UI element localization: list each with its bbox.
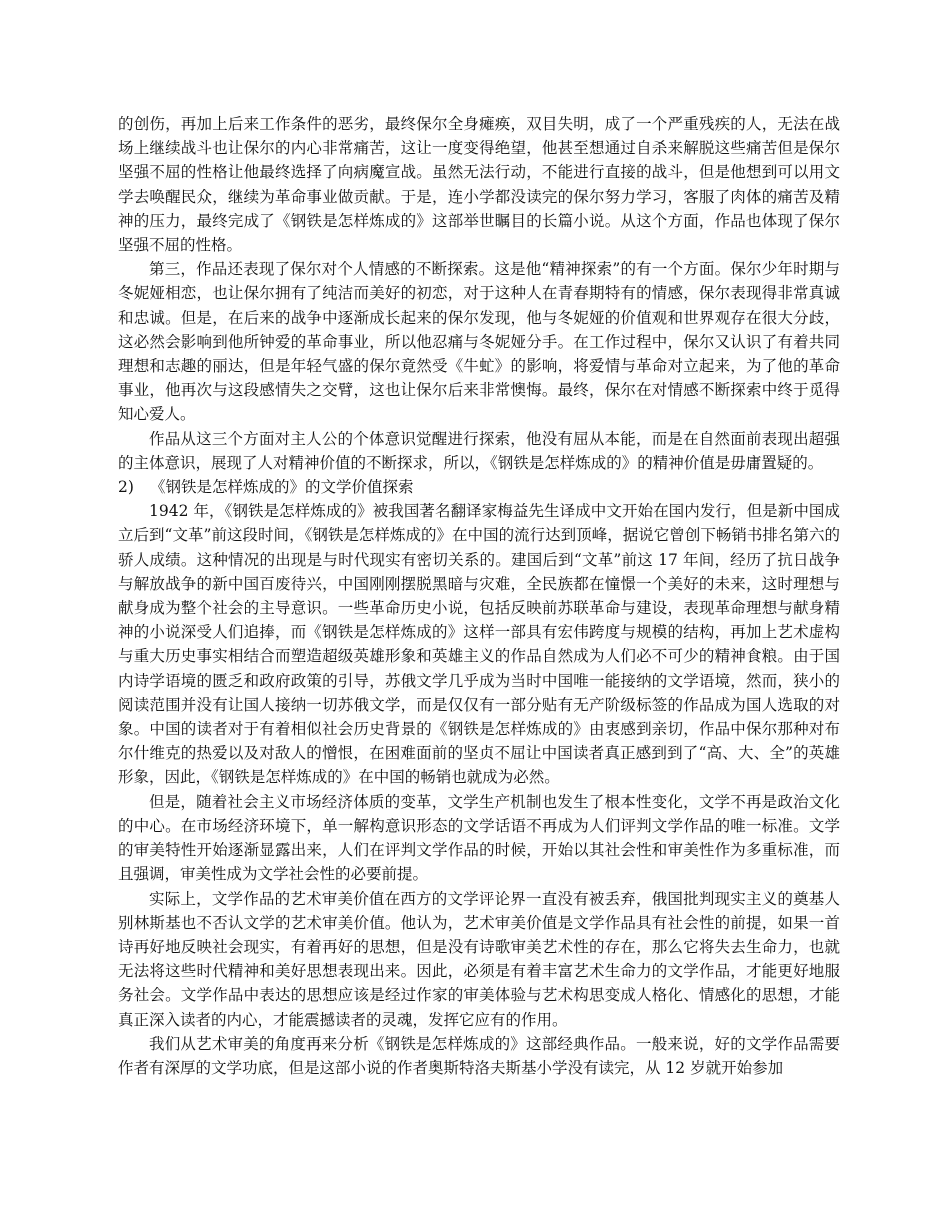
section-heading-number: 2) (118, 478, 134, 497)
paragraph-continued: 的创伤，再加上后来工作条件的恶劣，最终保尔全身瘫痪，双目失明，成了一个严重残疾的人，无法在战场上继续战斗也让保尔的内心非常痛苦，这让一度变得绝望，他甚至想通过自杀来解脱这些痛苦但是保尔坚强不屈的性格让他最终选择了向病魔宣战。虽然无法行动，不能进行直接的战斗，但是他想到可以用文学去唤醒民众，继续为革命事业做贡献。于是，连小学都没读完的保尔努力学习，客服了肉体的痛苦及精神的压力，最终完成了《钢铁是怎样炼成的》这部举世瞩目的长篇小说。从这个方面，作品也体现了保尔坚强不屈的性格。 (118, 115, 840, 255)
section-heading (118, 475, 840, 499)
paragraph-translation-history: 1942 年，《钢铁是怎样炼成的》被我国著名翻译家梅益先生译成中文开始在国内发行，但是新中国成立后到“文革”前这段时间，《钢铁是怎样炼成的》在中国的流行达到顶峰，据说它曾创下畅销书排名第六的骄人成绩。这种情况的出现是与时代现实有密切关系的。建国后到“文革”前这 17 年间，经历了抗日战争与解放战争的新中国百废待兴，中国刚刚摆脱黑暗与灾难，全民族都在憧憬一个美好的未来，这时理想与献身成为整个社会的主导意识。一些革命历史小说，包括反映前苏联革命与建设，表现革命理想与献身精神的小说深受人们追捧，而《钢铁是怎样炼成的》这样一部具有宏伟跨度与规模的结构，再加上艺术虚构与重大历史事实相结合而塑造超级英雄形象和英雄主义的作品自然成为人们必不可少的精神食粮。由于国内诗学语境的匮乏和政府政策的引导，苏俄文学几乎成为当时中国唯一能接纳的文学语境，然而，狭小的阅读范围并没有让国人接纳一切苏俄文学，而是仅仅有一部分贴有无产阶级标签的作品成为国人选取的对象。中国的读者对于有着相似社会历史背景的《钢铁是怎样炼成的》由衷感到亲切，作品中保尔那种对布尔什维克的热爱以及对敌人的憎恨，在困难面前的坚贞不屈让中国读者真正感到到了“高、大、全”的英雄形象，因此，《钢铁是怎样炼成的》在中国的畅销也就成为必然。 (118, 502, 840, 787)
paragraph-market-economy: 但是，随着社会主义市场经济体质的变革，文学生产机制也发生了根本性变化，文学不再是政治文化的中心。在市场经济环境下，单一解构意识形态的文学话语不再成为人们评判文学作品的唯一标准。文学的审美特性开始逐渐显露出来，人们在评判文学作品的时候，开始以其社会性和审美性作为多重标准，而且强调，审美性成为文学社会性的必要前提。 (118, 792, 840, 884)
document-page (118, 112, 840, 1080)
paragraph-summary: 作品从这三个方面对主人公的个体意识觉醒进行探索，他没有屈从本能，而是在自然面前表现出超强的主体意识，展现了人对精神价值的不断探求，所以，《钢铁是怎样炼成的》的精神价值是毋庸置疑的。 (118, 429, 840, 472)
section-heading-title: 《钢铁是怎样炼成的》的文学价值探索 (150, 478, 414, 497)
paragraph-emotional-exploration: 第三，作品还表现了保尔对个人情感的不断探索。这是他“精神探索”的有一个方面。保尔少年时期与冬妮娅相恋，也让保尔拥有了纯洁而美好的初恋，对于这种人在青春期特有的情感，保尔表现得非常真诚和忠诚。但是，在后来的战争中逐渐成长起来的保尔发现，他与冬妮娅的价值观和世界观存在很大分歧，这必然会影响到他所钟爱的革命事业，所以他忍痛与冬妮娅分手。在工作过程中，保尔又认识了有着共同理想和志趣的丽达，但是年轻气盛的保尔竟然受《牛虻》的影响，将爱情与革命对立起来，为了他的革命事业，他再次与这段感情失之交臂，这也让保尔后来非常懊悔。最终，保尔在对情感不断探索中终于觅得知心爱人。 (118, 260, 840, 424)
paragraph-analysis: 我们从艺术审美的角度再来分析《钢铁是怎样炼成的》这部经典作品。一般来说，好的文学作品需要作者有深厚的文学功底，但是这部小说的作者奥斯特洛夫斯基小学没有读完，从 12 岁就开始参加 (118, 1034, 840, 1077)
paragraph-aesthetic-value: 实际上，文学作品的艺术审美价值在西方的文学评论界一直没有被丢弃，俄国批判现实主义的奠基人别林斯基也不否认文学的艺术审美价值。他认为，艺术审美价值是文学作品具有社会性的前提，如果一首诗再好地反映社会现实，有着再好的思想，但是没有诗歌审美艺术性的存在，那么它将失去生命力，也就无法将这些时代精神和美好思想表现出来。因此，必须是有着丰富艺术生命力的文学作品，才能更好地服务社会。文学作品中表达的思想应该是经过作家的审美体验与艺术构思变成人格化、情感化的思想，才能真正深入读者的内心，才能震撼读者的灵魂，发挥它应有的作用。 (118, 889, 840, 1029)
